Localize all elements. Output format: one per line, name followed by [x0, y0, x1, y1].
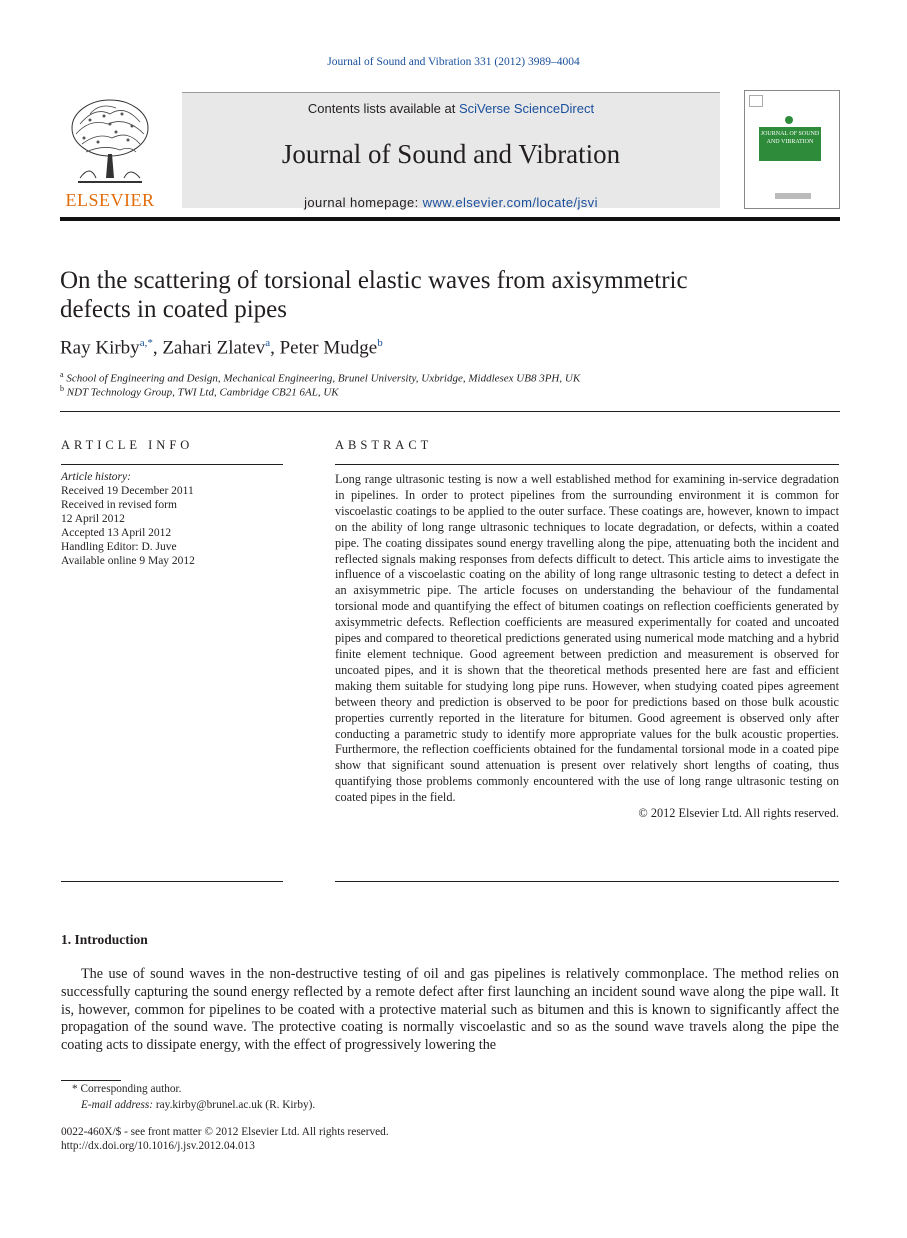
author-affiliation-mark[interactable]: a: [265, 337, 271, 349]
author-name[interactable]: Ray Kirby: [60, 337, 140, 359]
abstract-bottom-rule: [335, 881, 839, 882]
header-divider: [60, 217, 840, 221]
journal-banner: [182, 92, 720, 208]
section-heading-introduction: 1. Introduction: [61, 932, 148, 947]
affiliation-text: NDT Technology Group, TWI Ltd, Cambridge CB21 6AL, UK: [66, 386, 339, 399]
article-title: [60, 266, 820, 324]
affiliation: [60, 384, 339, 399]
abstract-text: Long range ultrasonic testing is now a well established method for examining in-service degradation in pipelines. In order to protect pipelines from the surrounding environment it is common for viscoelastic coatings to be applied to the outer surface. These coatings are, however, known to impact on the ability of long range ultrasonic techniques to locate degradation, or defects, within a coated pipe. The coating dissipates sound energy travelling along the pipe, attenuating both the incident and reflected signals making responses from defects difficult to detect. This article aims to investigate the influence of a viscoelastic coating on the ability of long range ultrasonic testing to detect a defect in an axisymmetric pipe. The article focuses on understanding the behaviour of the fundamental torsional mode and quantifying the effect of bitumen coatings on reflection coefficients generated by axisymmetric defects. Reflection coefficients are measured experimentally for coated and uncoated pipes and compared to theoretical predictions generated using numerical mode matching and a hybrid finite element technique. Good agreement between prediction and measurement is observed for uncoated pipes, and it is shown that the theoretical methods presented here are fast and efficient making them suitable for studying long pipe runs. However, when studying coated pipes agreement between theory and prediction is observed to be poor for predictions based on those bulk acoustic properties currently reported in the literature for bitumen. Good agreement is observed only after conducting a parametric study to identify more appropriate values for the bulk acoustic properties. Furthermore, the reflection coefficients obtained for the fundamental torsional mode in a coated pipe show that significant sound attenuation is present over relatively short lengths of coating, thus quantifying those problems commonly encountered with the use of long range ultrasonic testing on coated pipes in the field.: [335, 472, 839, 805]
sciencedirect-link[interactable]: SciVerse ScienceDirect: [458, 101, 595, 116]
email-address[interactable]: ray.kirby@brunel.ac.uk (R. Kirby).: [155, 1099, 316, 1111]
history-line: Available online 9 May 2012: [61, 555, 195, 567]
contents-line: [182, 101, 720, 116]
author-list: Ray Kirby$^{a,*}$, Zahari Zlatev$^a$, Peter Mudge$^b$: [60, 337, 383, 359]
article-info-divider: [61, 464, 283, 465]
author-affiliation-mark[interactable]: a,*: [139, 337, 153, 349]
abstract-heading: ABSTRACT: [335, 438, 433, 452]
affiliation-text: School of Engineering and Design, Mechanical Engineering, Brunel University, Uxbridge, Middlesex UB8 3PH, UK: [66, 372, 581, 385]
abstract-copyright: © 2012 Elsevier Ltd. All rights reserved.: [638, 806, 839, 821]
title-line-1: On the scattering of torsional elastic waves from axisymmetric: [60, 267, 688, 294]
author-affiliation-mark[interactable]: b: [377, 337, 383, 349]
article-info-heading: ARTICLE INFO: [61, 438, 194, 452]
cover-publisher-logo: [775, 193, 811, 199]
email-note: [81, 1099, 315, 1111]
homepage-prefix: journal homepage:: [304, 195, 419, 210]
front-matter-note: 0022-460X/$ - see front matter © 2012 Elsevier Ltd. All rights reserved.: [61, 1126, 389, 1138]
cover-title: JOURNAL OF SOUND AND VIBRATION: [759, 127, 821, 161]
affiliation: [60, 370, 580, 385]
history-line: Received in revised form: [61, 499, 177, 511]
title-line-2: defects in coated pipes: [60, 296, 287, 323]
history-line: Handling Editor: D. Juve: [61, 541, 177, 553]
journal-citation[interactable]: Journal of Sound and Vibration 331 (2012) 3989–4004: [327, 56, 580, 68]
cover-emblem-icon: [785, 116, 793, 124]
corresponding-author-note: * Corresponding author.: [72, 1083, 182, 1095]
doi-link[interactable]: http://dx.doi.org/10.1016/j.jsv.2012.04.013: [61, 1140, 255, 1152]
cover-corner-icon: [749, 95, 763, 107]
affiliation-divider: [60, 411, 840, 412]
email-label: E-mail address:: [81, 1099, 154, 1111]
article-info-bottom-rule: [61, 881, 283, 882]
author-name[interactable]: Zahari Zlatev: [162, 337, 266, 359]
history-line: 12 April 2012: [61, 513, 125, 525]
abstract-divider: [335, 464, 839, 465]
article-history: [61, 470, 283, 568]
homepage-line: [182, 195, 720, 210]
footnote-rule: [61, 1080, 121, 1081]
history-label: Article history:: [61, 471, 131, 483]
tree-icon: [60, 94, 160, 190]
abstract-body: [335, 472, 839, 822]
journal-cover-thumbnail[interactable]: [744, 90, 840, 209]
publisher-name: ELSEVIER: [65, 190, 155, 210]
elsevier-logo[interactable]: [60, 94, 160, 208]
affiliation-label: a: [60, 370, 64, 379]
history-line: Accepted 13 April 2012: [61, 527, 172, 539]
journal-header: [60, 88, 840, 210]
affiliation-label: b: [60, 384, 64, 393]
introduction-paragraph: The use of sound waves in the non-destructive testing of oil and gas pipelines is relatively commonplace. The method relies on successfully capturing the sound energy reflected by a remote defect after first launching an incident sound wave along the pipe wall. It is, however, common for pipelines to be coated with a protective material such as bitumen and this is known to significantly affect the propagation of the sound wave. The protective coating is normally viscoelastic and so as the sound wave travels along the pipe the coating acts to dissipate energy, with the effect of progressively lowering the: [61, 966, 839, 1054]
author-name[interactable]: Peter Mudge: [279, 337, 378, 359]
journal-title: Journal of Sound and Vibration: [281, 139, 621, 169]
homepage-link[interactable]: www.elsevier.com/locate/jsvi: [422, 195, 598, 210]
contents-prefix: Contents lists available at: [307, 101, 456, 116]
history-line: Received 19 December 2011: [61, 485, 194, 497]
